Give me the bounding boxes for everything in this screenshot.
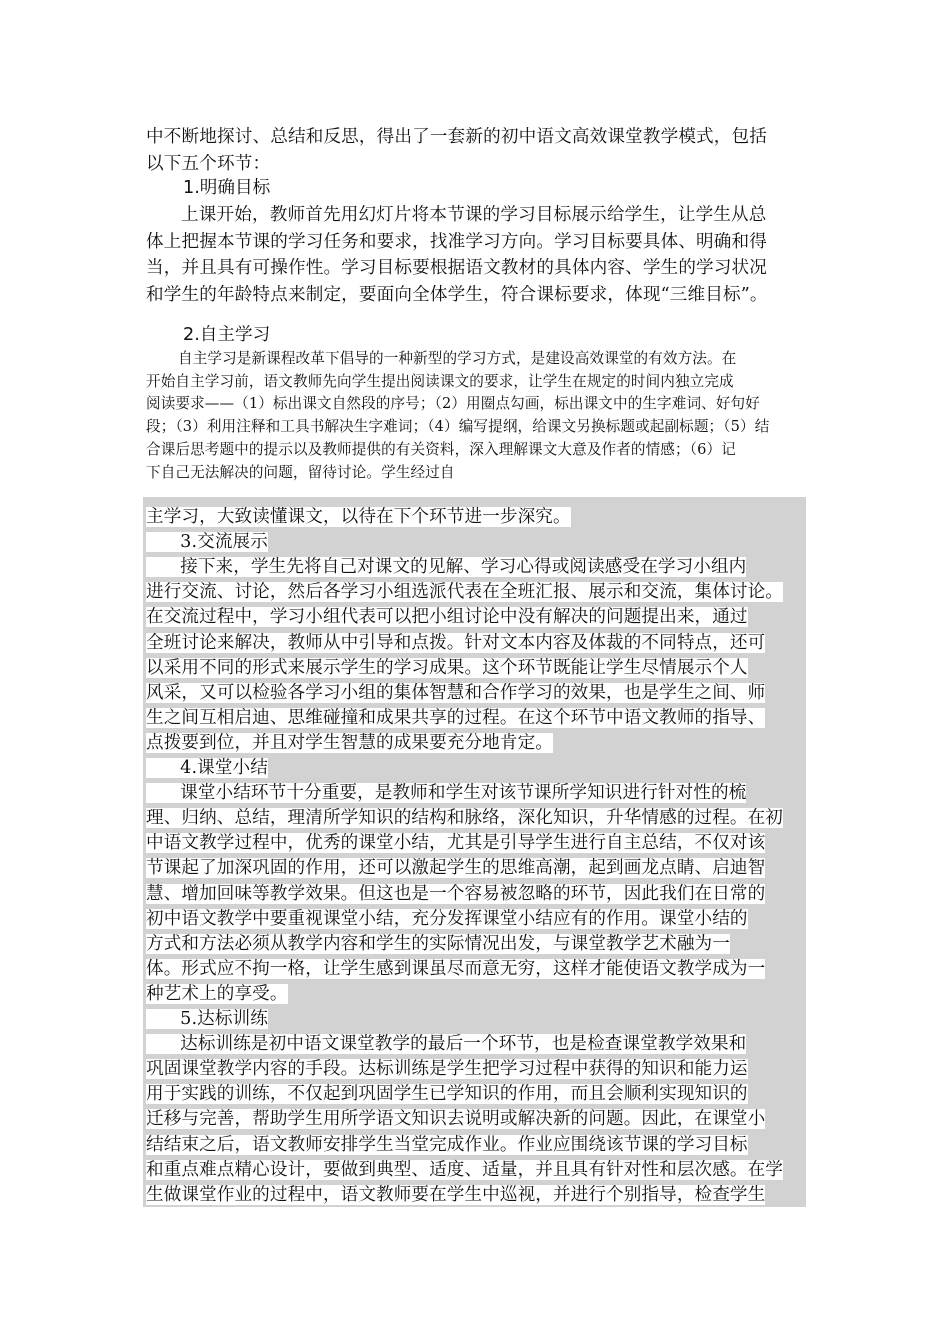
text-line bbox=[146, 1107, 806, 1132]
text-line bbox=[146, 1057, 806, 1082]
text-line bbox=[146, 681, 806, 706]
text-line: 中不断地探讨、总结和反思，得出了一套新的初中语文高效课堂教学模式，包括 bbox=[146, 127, 768, 147]
highlighted-text: 体。形式应不拘一格，让学生感到课虽尽而意无穷，这样才能使语文教学成为一 bbox=[146, 958, 766, 979]
text-line bbox=[146, 1183, 806, 1208]
highlighted-text: 结结束之后，语文教师安排学生当堂完成作业。作业应围绕该节课的学习目标 bbox=[146, 1134, 748, 1155]
text-line bbox=[146, 731, 806, 756]
highlighted-text: 3.交流展示 bbox=[146, 532, 268, 553]
highlighted-text: 全班讨论来解决，教师从中引导和点拨。针对文本内容及体裁的不同特点，还可 bbox=[146, 632, 766, 653]
text-line: 上课开始，教师首先用幻灯片将本节课的学习目标展示给学生，让学生从总 bbox=[181, 205, 767, 225]
text-line bbox=[146, 1133, 806, 1158]
highlighted-text: 方式和方法必须从教学内容和学生的实际情况出发，与课堂教学艺术融为一 bbox=[146, 933, 730, 954]
text-line bbox=[146, 907, 806, 932]
text-line bbox=[146, 1082, 806, 1107]
text-line: 下自己无法解决的问题，留待讨论。学生经过自 bbox=[146, 463, 455, 481]
highlighted-text: 4.课堂小结 bbox=[146, 758, 268, 778]
text-line bbox=[146, 505, 806, 530]
highlighted-text: 种艺术上的享受。 bbox=[146, 983, 288, 1004]
highlighted-text: 巩固课堂教学内容的手段。达标训练是学生把学习过程中获得的知识和能力运 bbox=[146, 1059, 748, 1080]
text-line bbox=[146, 706, 806, 731]
highlighted-text: 中语文教学过程中，优秀的课堂小结，尤其是引导学生进行自主总结，不仅对该 bbox=[146, 833, 766, 854]
highlighted-text: 节课起了加深巩固的作用，还可以激起学生的思维高潮，起到画龙点睛、启迪智 bbox=[146, 858, 766, 879]
highlighted-text: 生做课堂作业的过程中，语文教师要在学生中巡视，并进行个别指导，检查学生 bbox=[146, 1184, 766, 1205]
highlighted-text: 慧、增加回味等教学效果。但这也是一个容易被忽略的环节，因此我们在日常的 bbox=[146, 883, 766, 904]
highlighted-text: 点拨要到位，并且对学生智慧的成果要充分地肯定。 bbox=[146, 732, 553, 753]
text-line bbox=[146, 982, 806, 1007]
text-line bbox=[146, 1032, 806, 1057]
text-line bbox=[146, 555, 806, 580]
highlighted-text: 接下来，学生先将自己对课文的见解、学习心得或阅读感受在学习小组内 bbox=[146, 557, 747, 578]
highlighted-text: 课堂小结环节十分重要，是教师和学生对该节课所学知识进行针对性的梳 bbox=[146, 783, 747, 804]
highlighted-text: 理、归纳、总结，理清所学知识的结构和脉络，深化知识，升华情感的过程。在初 bbox=[146, 808, 783, 829]
text-line: 体上把握本节课的学习任务和要求，找准学习方向。学习目标要具体、明确和得 bbox=[146, 231, 768, 252]
highlighted-text: 生之间互相启迪、思维碰撞和成果共享的过程。在这个环节中语文教师的指导、 bbox=[146, 707, 766, 728]
text-line: 当，并且具有可操作性。学习目标要根据语文教材的具体内容、学生的学习状况 bbox=[146, 258, 768, 279]
text-line bbox=[146, 1158, 806, 1183]
text-line bbox=[146, 882, 806, 907]
section2-paragraph bbox=[146, 348, 810, 484]
highlighted-text: 用于实践的训练，不仅起到巩固学生已学知识的作用，而且会顺利实现知识的 bbox=[146, 1084, 748, 1105]
text-line bbox=[146, 856, 806, 881]
text-line: 开始自主学习前，语文教师先向学生提出阅读课文的要求，让学生在规定的时间内独立完成 bbox=[146, 372, 734, 390]
text-line bbox=[146, 756, 806, 781]
highlighted-text: 初中语文教学中要重视课堂小结，充分发挥课堂小结应有的作用。课堂小结的 bbox=[146, 908, 748, 929]
highlighted-text: 5.达标训练 bbox=[146, 1009, 268, 1029]
highlighted-text: 风采，又可以检验各学习小组的集体智慧和合作学习的效果，也是学生之间、师 bbox=[146, 682, 766, 703]
text-line bbox=[146, 831, 806, 856]
highlighted-text: 进行交流、讨论，然后各学习小组选派代表在全班汇报、展示和交流，集体讨论。 bbox=[146, 582, 783, 603]
text-line: 以下五个环节： bbox=[146, 153, 271, 174]
text-line bbox=[146, 580, 806, 605]
highlighted-text: 和重点难点精心设计，要做到典型、适度、适量，并且具有针对性和层次感。在学 bbox=[146, 1159, 783, 1180]
highlighted-text: 主学习，大致读懂课文，以待在下个环节进一步深究。 bbox=[146, 507, 571, 527]
text-line: 和学生的年龄特点来制定，要面向全体学生，符合课标要求，体现“三维目标”。 bbox=[146, 284, 768, 305]
text-line bbox=[146, 631, 806, 656]
text-line: 合课后思考题中的提示以及教师提供的有关资料，深入理解课文大意及作者的情感；（6）记 bbox=[146, 440, 736, 458]
text-line: 段；（3）利用注释和工具书解决生字难词；（4）编写提纲，给课文另换标题或起副标题；（5）结 bbox=[146, 418, 770, 436]
section-heading-1: 1.明确目标 bbox=[183, 178, 271, 198]
intro-paragraph bbox=[146, 124, 806, 177]
text-line bbox=[146, 932, 806, 957]
text-line bbox=[146, 806, 806, 831]
section-heading-2: 2.自主学习 bbox=[183, 325, 271, 345]
highlighted-text: 达标训练是初中语文课堂教学的最后一个环节，也是检查课堂教学效果和 bbox=[146, 1034, 747, 1055]
highlighted-text: 迁移与完善，帮助学生用所学语文知识去说明或解决新的问题。因此，在课堂小 bbox=[146, 1109, 766, 1130]
highlighted-text: 以采用不同的形式来展示学生的学习成果。这个环节既能让学生尽情展示个人 bbox=[146, 657, 748, 678]
text-line bbox=[146, 781, 806, 806]
text-line: 自主学习是新课程改革下倡导的一种新型的学习方式，是建设高效课堂的有效方法。在 bbox=[178, 350, 737, 367]
text-line bbox=[146, 530, 806, 555]
text-line bbox=[146, 656, 806, 681]
highlighted-text: 在交流过程中，学习小组代表可以把小组讨论中没有解决的问题提出来，通过 bbox=[146, 607, 748, 628]
text-line bbox=[146, 957, 806, 982]
section1-paragraph bbox=[146, 202, 806, 308]
text-line: 阅读要求——（1）标出课文自然段的序号；（2）用圈点勾画，标出课文中的生字难词、好句好 bbox=[146, 395, 760, 413]
text-line bbox=[146, 605, 806, 630]
text-line bbox=[146, 1007, 806, 1032]
